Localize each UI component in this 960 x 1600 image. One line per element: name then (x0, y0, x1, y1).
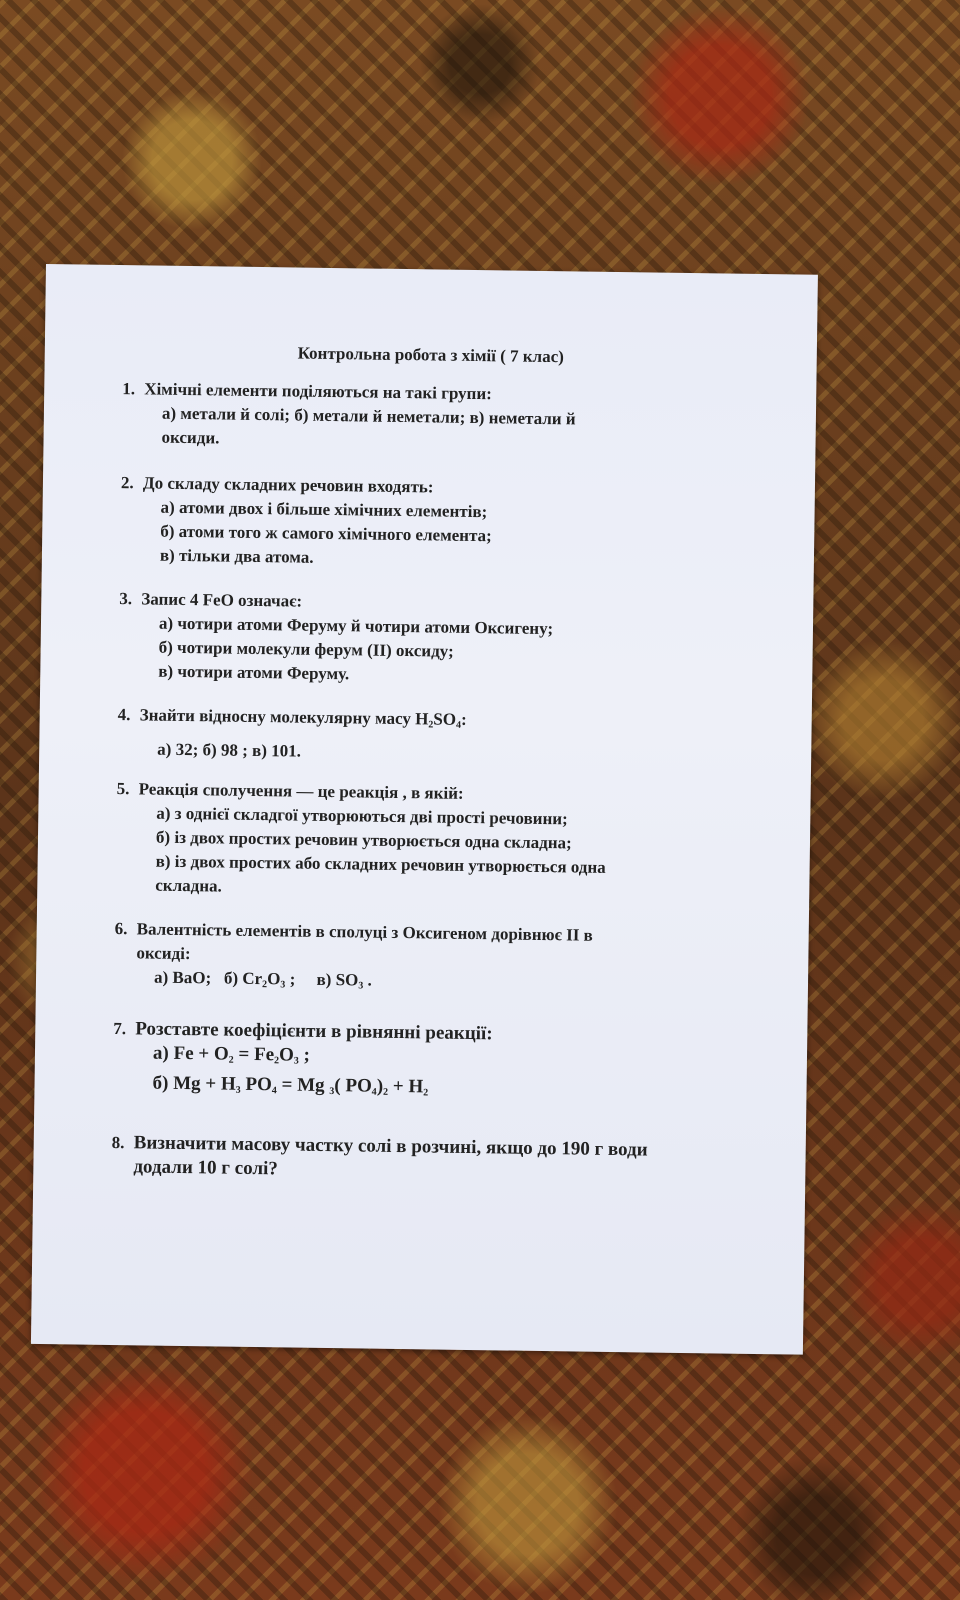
question-text: До складу складних речовин входять: (142, 473, 434, 497)
question-number: 6. (114, 919, 128, 939)
question-7 (113, 1017, 755, 1110)
question-5 (116, 777, 759, 906)
question-number: 4. (117, 705, 131, 725)
question-text-line2: додали 10 г солі? (133, 1156, 278, 1180)
equation-b: б) $Mg + H_3$ $PO_4 = Mg$ $_3$( $PO_4)_2 + H_2$ (152, 1072, 429, 1099)
option-line: а) метали й солі; б) метали й неметали; в) неметали й (161, 403, 576, 429)
question-number: 7. (113, 1019, 127, 1039)
question-number: 8. (111, 1133, 125, 1153)
question-text: Хімічні елементи поділяються на такі групи: (144, 379, 493, 404)
paper-sheet (31, 264, 818, 1355)
question-text: Визначити масову частку солі в розчині, якщо до 190 г води (133, 1132, 648, 1161)
question-text-line2: оксиді: (136, 943, 191, 964)
option-line: б) атоми того ж самого хімічного елемента; (160, 521, 492, 546)
option-line: оксиди. (161, 427, 220, 448)
question-8 (111, 1131, 754, 1188)
option-line: в) із двох простих або складних речовин утворюється одна (155, 851, 606, 877)
question-number: 3. (119, 589, 133, 609)
question-number: 1. (122, 379, 136, 399)
equation-a: а) $Fe + O_2 = Fe_2O_3$ ; (152, 1042, 311, 1067)
option-line: в) чотири атоми Феруму. (158, 661, 350, 684)
option-line: а) чотири атоми Феруму й чотири атоми Оксигену; (158, 613, 554, 639)
question-number: 5. (116, 779, 130, 799)
option-line: б) чотири молекули ферум (II) оксиду; (158, 637, 454, 661)
option-line: а) з однієї складгої утворюються дві прості речовини; (156, 803, 568, 829)
option-line: в) тільки два атома. (159, 545, 314, 567)
question-6 (114, 917, 757, 1004)
question-text: Запис 4 FeO означає: (141, 589, 303, 611)
question-4 (117, 703, 760, 770)
option-line: а) BaO; б) $Cr_2O_3$ ; в) $SO_3$ . (153, 967, 372, 992)
question-text-prefix: Знайти відносну молекулярну масу (139, 705, 412, 729)
option-line: складна. (155, 875, 222, 896)
formula-h2so4: $H_2SO_4$: (415, 709, 467, 731)
question-text (139, 703, 759, 742)
option-line: а) 32; б) 98 ; в) 101. (157, 739, 302, 761)
option-line: б) із двох простих речовин утворюється одна складна; (155, 827, 572, 853)
question-1 (122, 377, 764, 458)
question-text: Реакція сполучення — це реакція , в якій: (138, 779, 464, 803)
question-number: 2. (120, 473, 134, 493)
question-2 (120, 471, 763, 576)
option-line: а) атоми двох і більше хімічних елементів; (160, 497, 488, 522)
page-title: Контрольна робота з хімії ( 7 клас) (297, 343, 564, 367)
question-text: Валентність елементів в сполуці з Оксигеном дорівнює II в (136, 919, 593, 945)
question-3 (119, 587, 761, 692)
question-text: Розставте коефіцієнти в рівнянні реакції: (135, 1018, 493, 1045)
